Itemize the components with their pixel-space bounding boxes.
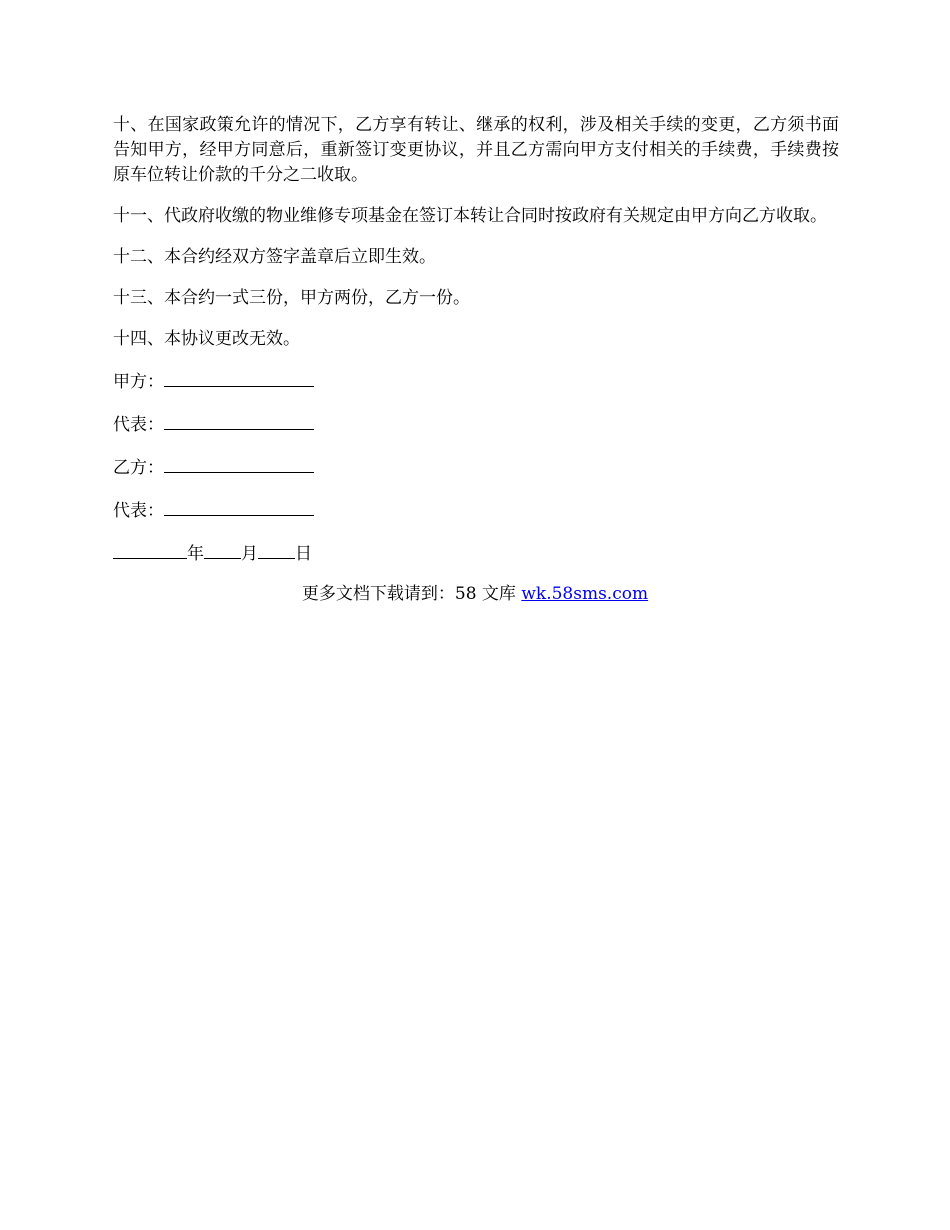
clause-14: 十四、本协议更改无效。 — [113, 329, 300, 349]
rep-b-label: 代表： — [113, 501, 164, 521]
party-b-label: 乙方： — [113, 458, 164, 478]
footer-text: 更多文档下载请到：58 文库 — [301, 584, 522, 604]
party-a-blank — [164, 368, 314, 387]
date-line — [113, 540, 839, 567]
rep-a-signature-line — [113, 411, 839, 438]
rep-b-signature-line — [113, 497, 839, 524]
clause-13: 十三、本合约一式三份，甲方两份，乙方一份。 — [113, 288, 470, 308]
year-blank — [113, 540, 187, 559]
party-b-signature-line — [113, 454, 839, 481]
month-blank — [204, 540, 241, 559]
footer — [0, 582, 950, 607]
clause-10: 十、在国家政策允许的情况下，乙方享有转让、继承的权利，涉及相关手续的变更，乙方须书面告知甲方，经甲方同意后，重新签订变更协议，并且乙方需向甲方支付相关的手续费，手续费按原车位转让价款的千分之二收取。 — [113, 115, 839, 185]
rep-a-label: 代表： — [113, 415, 164, 435]
clause-11: 十一、代政府收缴的物业维修专项基金在签订本转让合同时按政府有关规定由甲方向乙方收取。 — [113, 206, 827, 226]
rep-b-blank — [164, 497, 314, 516]
party-b-blank — [164, 454, 314, 473]
clause-12: 十二、本合约经双方签字盖章后立即生效。 — [113, 247, 436, 267]
day-label: 日 — [295, 544, 312, 564]
footer-link[interactable]: wk.58sms.com — [521, 584, 649, 604]
rep-a-blank — [164, 411, 314, 430]
document-body — [113, 113, 839, 583]
month-label: 月 — [241, 544, 258, 564]
year-label: 年 — [187, 544, 204, 564]
party-a-signature-line — [113, 368, 839, 395]
day-blank — [258, 540, 295, 559]
party-a-label: 甲方： — [113, 372, 164, 392]
